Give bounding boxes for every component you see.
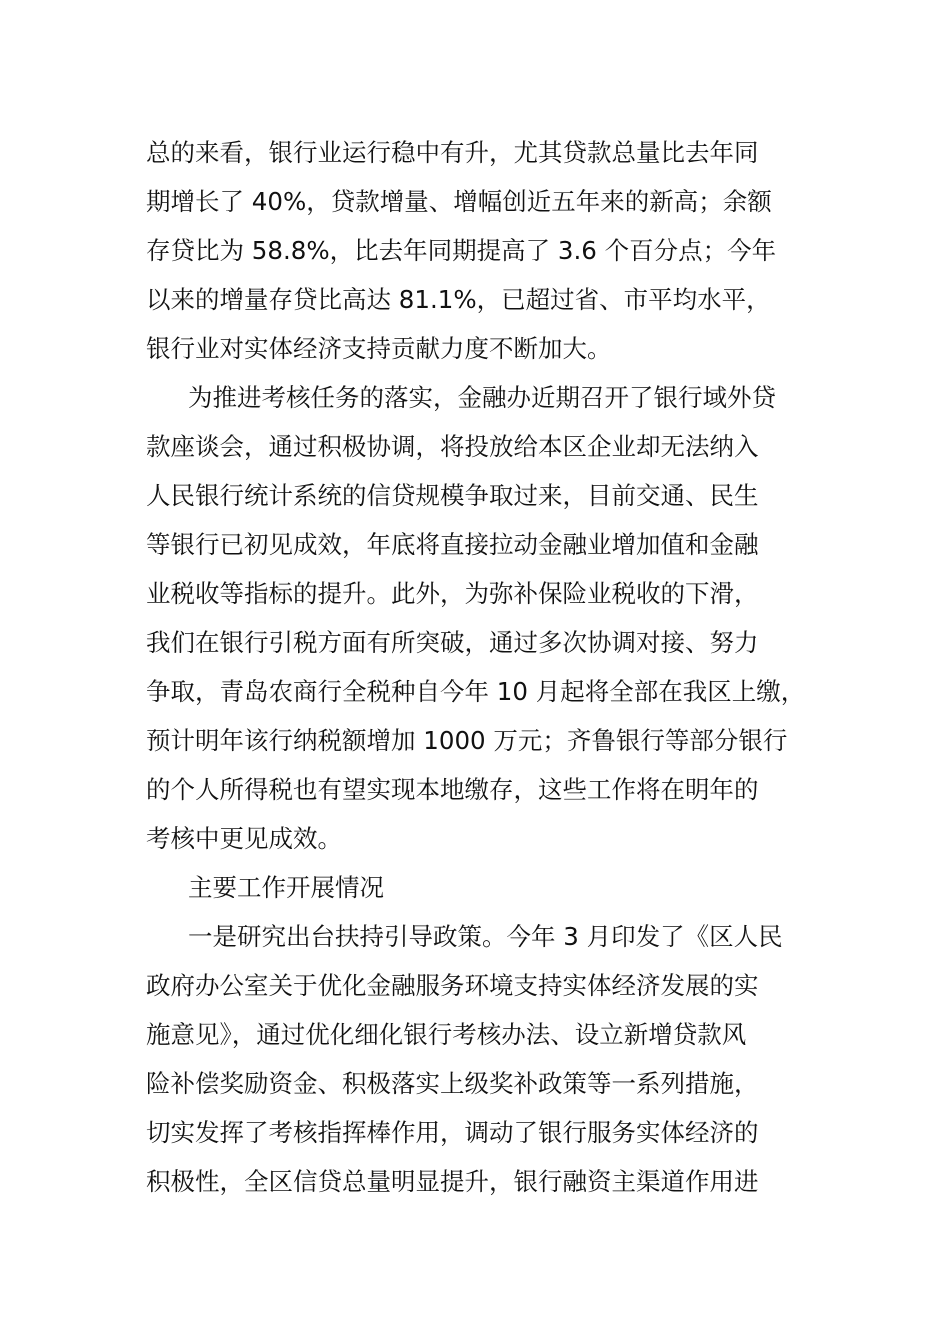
text-line-8: 人民银行统计系统的信贷规模争取过来，目前交通、民生 <box>146 481 759 510</box>
text-line-7: 款座谈会，通过积极协调，将投放给本区企业却无法纳入 <box>146 432 759 461</box>
text-line-9: 等银行已初见成效，年底将直接拉动金融业增加值和金融 <box>146 530 759 559</box>
text-line-1: 总的来看，银行业运行稳中有升，尤其贷款总量比去年同 <box>146 138 759 167</box>
text-line-12: 争取，青岛农商行全税种自今年 10 月起将全部在我区上缴， <box>146 677 806 706</box>
section-heading: 主要工作开展情况 <box>188 873 384 902</box>
text-line-6: 为推进考核任务的落实，金融办近期召开了银行域外贷 <box>188 383 776 412</box>
text-line-19: 施意见》，通过优化细化银行考核办法、设立新增贷款风 <box>146 1020 747 1049</box>
text-line-22: 积极性，全区信贷总量明显提升，银行融资主渠道作用进 <box>146 1167 759 1196</box>
text-line-15: 考核中更见成效。 <box>146 824 342 853</box>
text-line-17: 一是研究出台扶持引导政策。今年 3 月印发了《区人民 <box>188 922 783 951</box>
text-line-14: 的个人所得税也有望实现本地缴存，这些工作将在明年的 <box>146 775 759 804</box>
text-line-20: 险补偿奖励资金、积极落实上级奖补政策等一系列措施， <box>146 1069 759 1098</box>
text-line-5: 银行业对实体经济支持贡献力度不断加大。 <box>146 334 612 363</box>
text-line-18: 政府办公室关于优化金融服务环境支持实体经济发展的实 <box>146 971 759 1000</box>
text-line-10: 业税收等指标的提升。此外，为弥补保险业税收的下滑， <box>146 579 759 608</box>
text-line-21: 切实发挥了考核指挥棒作用，调动了银行服务实体经济的 <box>146 1118 759 1147</box>
text-line-11: 我们在银行引税方面有所突破，通过多次协调对接、努力 <box>146 628 759 657</box>
text-line-3: 存贷比为 58.8%，比去年同期提高了 3.6 个百分点；今年 <box>146 236 777 265</box>
text-line-13: 预计明年该行纳税额增加 1000 万元；齐鲁银行等部分银行 <box>146 726 788 755</box>
text-line-2: 期增长了 40%，贷款增量、增幅创近五年来的新高；余额 <box>146 187 772 216</box>
document-body <box>146 128 826 1206</box>
text-line-4: 以来的增量存贷比高达 81.1%，已超过省、市平均水平， <box>146 285 771 314</box>
